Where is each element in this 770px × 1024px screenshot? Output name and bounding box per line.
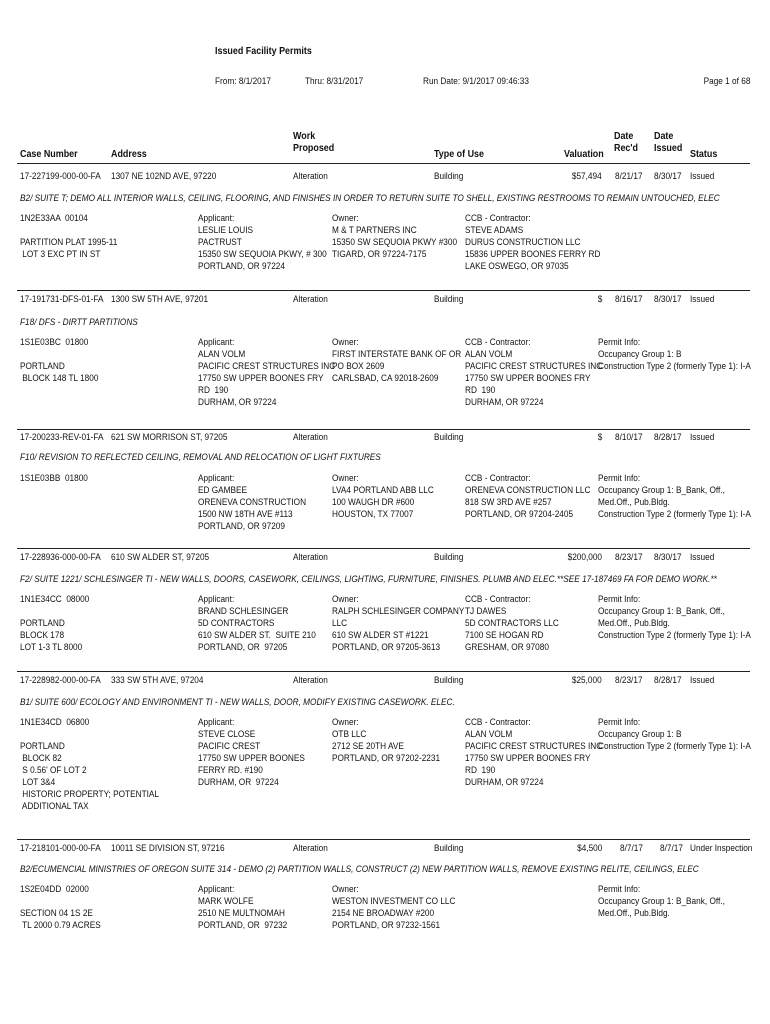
- col-type-of-use: Type of Use: [434, 149, 484, 160]
- legal-description: 1N2E33AA 00104 PARTITION PLAT 1995-11 LOT 3 EXC PT IN ST: [20, 213, 118, 260]
- case-number: 17-228936-000-00-FA: [20, 552, 101, 563]
- legal-description: 1S1E03BC 01800 PORTLAND BLOCK 148 TL 1800: [20, 337, 99, 384]
- type-of-use: Building: [434, 171, 464, 182]
- record-divider: [17, 290, 750, 291]
- from-date: From: 8/1/2017: [215, 76, 271, 87]
- date-received: 8/21/17: [615, 171, 643, 182]
- status: Issued: [690, 294, 715, 305]
- record-divider: [17, 548, 750, 549]
- valuation: $200,000: [567, 552, 602, 563]
- owner-block: Owner: WESTON INVESTMENT CO LLC 2154 NE BROADWAY #200 PORTLAND, OR 97232-1561: [332, 884, 456, 931]
- legal-description: 1S2E04DD 02000 SECTION 04 1S 2E TL 2000 0.79 ACRES: [20, 884, 101, 931]
- date-received: 8/23/17: [615, 552, 643, 563]
- applicant-block: Applicant: ED GAMBEE ORENEVA CONSTRUCTION 1500 NW 18TH AVE #113 PORTLAND, OR 97209: [198, 473, 307, 532]
- status: Issued: [690, 552, 715, 563]
- record-divider: [17, 839, 750, 840]
- date-issued: 8/28/17: [654, 432, 682, 443]
- owner-block: Owner: RALPH SCHLESINGER COMPANY LLC 610 SW ALDER ST #1221 PORTLAND, OR 97205-3613: [332, 594, 465, 653]
- status: Under Inspection: [690, 843, 753, 854]
- valuation: $25,000: [572, 675, 602, 686]
- address: 610 SW ALDER ST, 97205: [111, 552, 210, 563]
- col-address: Address: [111, 149, 147, 160]
- address: 333 SW 5TH AVE, 97204: [111, 675, 204, 686]
- col-status: Status: [690, 149, 718, 160]
- valuation: $57,494: [572, 171, 602, 182]
- case-number: 17-227199-000-00-FA: [20, 171, 101, 182]
- valuation: $: [597, 432, 602, 443]
- report-title: Issued Facility Permits: [215, 46, 312, 57]
- contractor-block: CCB - Contractor: ALAN VOLM PACIFIC CREST STRUCTURES INC 17750 SW UPPER BOONES FRY RD 190 DURHAM, OR 97224: [465, 717, 603, 788]
- work-proposed: Alteration: [293, 675, 328, 686]
- type-of-use: Building: [434, 432, 464, 443]
- permit-info-block: Permit Info: Occupancy Group 1: B_Bank, Off., Med.Off., Pub.Bldg. Construction Type 2 (formerly Type 1): I-A: [598, 473, 751, 520]
- contractor-block: CCB - Contractor: ORENEVA CONSTRUCTION LLC 818 SW 3RD AVE #257 PORTLAND, OR 97204-2405: [465, 473, 591, 520]
- work-description: F18/ DFS - DIRTT PARTITIONS: [20, 317, 138, 328]
- status: Issued: [690, 171, 715, 182]
- address: 1300 SW 5TH AVE, 97201: [111, 294, 209, 305]
- work-description: B2/ SUITE T; DEMO ALL INTERIOR WALLS, CEILING, FLOORING, AND FINISHES IN ORDER TO RETURN SUITE TO SHELL, EXISTING RESTROOMS TO REMAIN UNTOUCHED, ELEC: [20, 193, 720, 204]
- work-proposed: Alteration: [293, 843, 328, 854]
- applicant-block: Applicant: STEVE CLOSE PACIFIC CREST 17750 SW UPPER BOONES FERRY RD. #190 DURHAM, OR 97224: [198, 717, 305, 788]
- date-issued: 8/30/17: [654, 552, 682, 563]
- work-proposed: Alteration: [293, 432, 328, 443]
- type-of-use: Building: [434, 843, 464, 854]
- date-issued: 8/30/17: [654, 171, 682, 182]
- owner-block: Owner: LVA4 PORTLAND ABB LLC 100 WAUGH DR #600 HOUSTON, TX 77007: [332, 473, 434, 520]
- applicant-block: Applicant: BRAND SCHLESINGER 5D CONTRACTORS 610 SW ALDER ST. SUITE 210 PORTLAND, OR 97205: [198, 594, 316, 653]
- record-divider: [17, 429, 750, 430]
- thru-date: Thru: 8/31/2017: [305, 76, 364, 87]
- work-proposed: Alteration: [293, 171, 328, 182]
- applicant-block: Applicant: LESLIE LOUIS PACTRUST 15350 SW SEQUOIA PKWY, # 300 PORTLAND, OR 97224: [198, 213, 327, 272]
- work-description: F10/ REVISION TO REFLECTED CEILING, REMOVAL AND RELOCATION OF LIGHT FIXTURES: [20, 452, 381, 463]
- status: Issued: [690, 432, 715, 443]
- legal-description: 1N1E34CD 06800 PORTLAND BLOCK 82 S 0.56' OF LOT 2 LOT 3&4 HISTORIC PROPERTY; POTENTIAL ADDITIONAL TAX: [20, 717, 159, 812]
- address: 1307 NE 102ND AVE, 97220: [111, 171, 217, 182]
- type-of-use: Building: [434, 294, 464, 305]
- col-date-recd: Date Rec'd: [614, 131, 638, 154]
- header-rule: [17, 163, 750, 164]
- case-number: 17-218101-000-00-FA: [20, 843, 101, 854]
- permit-info-block: Permit Info: Occupancy Group 1: B_Bank, Off., Med.Off., Pub.Bldg. Construction Type 2 (formerly Type 1): I-A: [598, 594, 751, 641]
- permit-info-block: Permit Info: Occupancy Group 1: B Construction Type 2 (formerly Type 1): I-A: [598, 717, 751, 752]
- address: 10011 SE DIVISION ST, 97216: [111, 843, 225, 854]
- col-work-proposed: Work Proposed: [293, 131, 335, 154]
- page-number: Page 1 of 68: [703, 76, 750, 87]
- case-number: 17-200233-REV-01-FA: [20, 432, 104, 443]
- contractor-block: CCB - Contractor: STEVE ADAMS DURUS CONSTRUCTION LLC 15836 UPPER BOONES FERRY RD LAKE OSWEGO, OR 97035: [465, 213, 601, 272]
- owner-block: Owner: M & T PARTNERS INC 15350 SW SEQUOIA PKWY #300 TIGARD, OR 97224-7175: [332, 213, 458, 260]
- case-number: 17-228982-000-00-FA: [20, 675, 101, 686]
- owner-block: Owner: OTB LLC 2712 SE 20TH AVE PORTLAND, OR 97202-2231: [332, 717, 441, 764]
- date-received: 8/23/17: [615, 675, 643, 686]
- contractor-block: CCB - Contractor: ALAN VOLM PACIFIC CREST STRUCTURES INC 17750 SW UPPER BOONES FRY RD 190 DURHAM, OR 97224: [465, 337, 603, 408]
- work-proposed: Alteration: [293, 552, 328, 563]
- work-description: B1/ SUITE 600/ ECOLOGY AND ENVIRONMENT TI - NEW WALLS, DOOR, MODIFY EXISTING CASEWORK. ELEC.: [20, 697, 455, 708]
- legal-description: 1S1E03BB 01800: [20, 473, 88, 484]
- record-divider: [17, 671, 750, 672]
- applicant-block: Applicant: ALAN VOLM PACIFIC CREST STRUCTURES INC 17750 SW UPPER BOONES FRY RD 190 DURHAM, OR 97224: [198, 337, 336, 408]
- date-issued: 8/7/17: [660, 843, 683, 854]
- address: 621 SW MORRISON ST, 97205: [111, 432, 228, 443]
- date-received: 8/10/17: [615, 432, 643, 443]
- date-issued: 8/30/17: [654, 294, 682, 305]
- status: Issued: [690, 675, 715, 686]
- applicant-block: Applicant: MARK WOLFE 2510 NE MULTNOMAH PORTLAND, OR 97232: [198, 884, 288, 931]
- case-number: 17-191731-DFS-01-FA: [20, 294, 104, 305]
- permit-info-block: Permit Info: Occupancy Group 1: B Construction Type 2 (formerly Type 1): I-A: [598, 337, 751, 372]
- owner-block: Owner: FIRST INTERSTATE BANK OF OR PO BOX 2609 CARLSBAD, CA 92018-2609: [332, 337, 462, 384]
- run-date: Run Date: 9/1/2017 09:46:33: [423, 76, 529, 87]
- type-of-use: Building: [434, 552, 464, 563]
- date-issued: 8/28/17: [654, 675, 682, 686]
- contractor-block: CCB - Contractor: TJ DAWES 5D CONTRACTORS LLC 7100 SE HOGAN RD GRESHAM, OR 97080: [465, 594, 559, 653]
- date-received: 8/7/17: [620, 843, 643, 854]
- work-description: F2/ SUITE 1221/ SCHLESINGER TI - NEW WALLS, DOORS, CASEWORK, CEILINGS, LIGHTING, FURNITURE, FINISHES. PLUMB AND ELEC.**SEE 17-187469 FA FOR DEMO WORK.**: [20, 574, 717, 585]
- work-proposed: Alteration: [293, 294, 328, 305]
- date-received: 8/16/17: [615, 294, 643, 305]
- work-description: B2/ECUMENCIAL MINISTRIES OF OREGON SUITE 314 - DEMO (2) PARTITION WALLS, CONSTRUCT (2) NEW PARTITION WALLS, REMOVE EXISTING RELITE, CEILINGS, ELEC: [20, 864, 699, 875]
- permit-info-block: Permit Info: Occupancy Group 1: B_Bank, Off., Med.Off., Pub.Bldg.: [598, 884, 725, 919]
- valuation: $: [597, 294, 602, 305]
- col-date-issued: Date Issued: [654, 131, 683, 154]
- col-case-number: Case Number: [20, 149, 78, 160]
- type-of-use: Building: [434, 675, 464, 686]
- col-valuation: Valuation: [564, 149, 604, 160]
- legal-description: 1N1E34CC 08000 PORTLAND BLOCK 178 LOT 1-3 TL 8000: [20, 594, 90, 653]
- valuation: $4,500: [576, 843, 602, 854]
